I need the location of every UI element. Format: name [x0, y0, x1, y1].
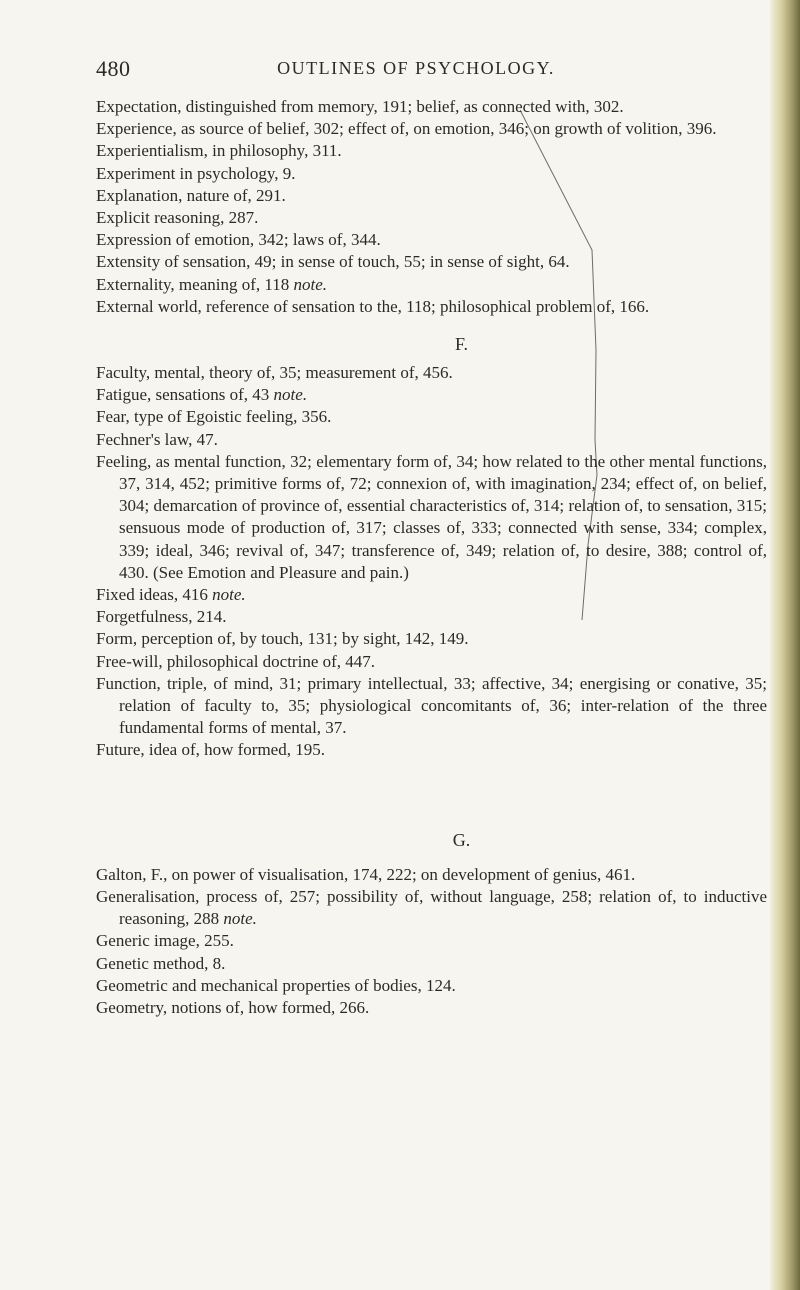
index-entry-text: Extensity of sensation, 49; in sense of touch, 55; in sense of sight, 64.: [96, 252, 570, 272]
index-entry: [96, 886, 767, 930]
index-entry-text: Geometry, notions of, how formed, 266.: [96, 997, 370, 1017]
index-entry: [96, 997, 767, 1019]
index-entry: [96, 384, 767, 406]
section-letter: F.: [454, 334, 469, 355]
index-entry-text: Fixed ideas, 416: [96, 585, 213, 605]
index-entry: [96, 185, 767, 207]
index-entry: [96, 651, 767, 673]
index-entry: [96, 451, 767, 584]
page-number: 480: [96, 56, 131, 81]
index-entry-text: Function, triple, of mind, 31; primary intellectual, 33; affective, 34; energising or conative, 35; relation of faculty to, 35; physiological concomitants of, 36; inter-relation of the three fundamental forms of mental, 37.: [96, 673, 767, 738]
index-entry: [96, 96, 767, 118]
index-entry: [96, 930, 767, 952]
index-entry-text: Fatigue, sensations of, 43: [96, 385, 274, 405]
index-entry: [96, 207, 767, 229]
index-entry: [96, 864, 767, 886]
index-entry-text: Expression of emotion, 342; laws of, 344.: [96, 230, 381, 250]
index-entry-text: Expectation, distinguished from memory, 191; belief, as connected with, 302.: [96, 97, 624, 116]
index-entry-text: Form, perception of, by touch, 131; by sight, 142, 149.: [96, 629, 469, 649]
index-entry: [96, 429, 767, 451]
index-entry: [96, 362, 767, 384]
page-header: [96, 56, 736, 86]
index-entry-note: note.: [273, 385, 308, 405]
section-letter: G.: [452, 829, 471, 850]
index-entry-text: Explicit reasoning, 287.: [96, 208, 259, 228]
index-entry: [96, 251, 767, 273]
index-entry: [96, 163, 767, 185]
index-entry-text: Free-will, philosophical doctrine of, 447.: [96, 651, 376, 671]
index-entry: [96, 229, 767, 251]
index-entry: [96, 739, 767, 761]
index-entry-note: note.: [223, 909, 257, 929]
index-entry-text: Galton, F., on power of visualisation, 174, 222; on development of genius, 461.: [96, 864, 636, 884]
index-entry: [96, 953, 767, 975]
index-entry-text: Explanation, nature of, 291.: [96, 185, 286, 205]
index-entry-note: note.: [293, 274, 328, 294]
index-entry: [96, 296, 767, 318]
index-entry: [96, 975, 767, 997]
index-entry-text: Faculty, mental, theory of, 35; measurement of, 456.: [96, 363, 453, 383]
index-entry-text: Experiment in psychology, 9.: [96, 163, 296, 183]
index-entry-text: Experience, as source of belief, 302; effect of, on emotion, 346; on growth of volition, 396.: [96, 119, 717, 139]
index-entry: [96, 140, 767, 162]
index-entry: [96, 118, 767, 140]
index-entry-text: Forgetfulness, 214.: [96, 607, 227, 627]
index-entry-text: Geometric and mechanical properties of bodies, 124.: [96, 975, 456, 995]
index-entry: [96, 673, 767, 740]
index-entry-text: Feeling, as mental function, 32; elementary form of, 34; how related to the other mental functions, 37, 314, 452; primitive forms of, 72; connexion of, with imagination, 234; effect of, on belief, 304; demarcation of province of, essential characteristics of, 314; relation of, to sensation, 315; sensuous mode of production of, 317; classes of, 333; connected with sense, 334; complex, 339; ideal, 346; revival of, 347; transference of, 349; relation of, to desire, 388; control of, 430. (See Emotion and Pleasure and pain.): [96, 451, 767, 582]
index-entry-text: Generic image, 255.: [96, 931, 234, 951]
index-entry: [96, 584, 767, 606]
index-entry-text: Fear, type of Egoistic feeling, 356.: [96, 407, 332, 427]
page-edge-shadow: [770, 0, 800, 1290]
index-entry: [96, 628, 767, 650]
index-body: [96, 96, 767, 1019]
index-entry: [96, 406, 767, 428]
index-entry-text: Future, idea of, how formed, 195.: [96, 740, 325, 760]
index-entry-note: note.: [212, 585, 246, 605]
index-entry-text: Generalisation, process of, 257; possibility of, without language, 258; relation of, to inductive reasoning, 288: [96, 886, 767, 929]
index-entry-text: Genetic method, 8.: [96, 953, 226, 973]
index-entry: [96, 274, 767, 296]
index-entry: [96, 606, 767, 628]
index-entry-text: Fechner's law, 47.: [96, 429, 218, 449]
index-entry-text: Experientialism, in philosophy, 311.: [96, 141, 342, 161]
index-entry-text: External world, reference of sensation to the, 118; philosophical problem of, 166.: [96, 296, 650, 316]
running-head: OUTLINES OF PSYCHOLOGY.: [277, 58, 555, 78]
index-entry-text: Externality, meaning of, 118: [96, 274, 294, 294]
